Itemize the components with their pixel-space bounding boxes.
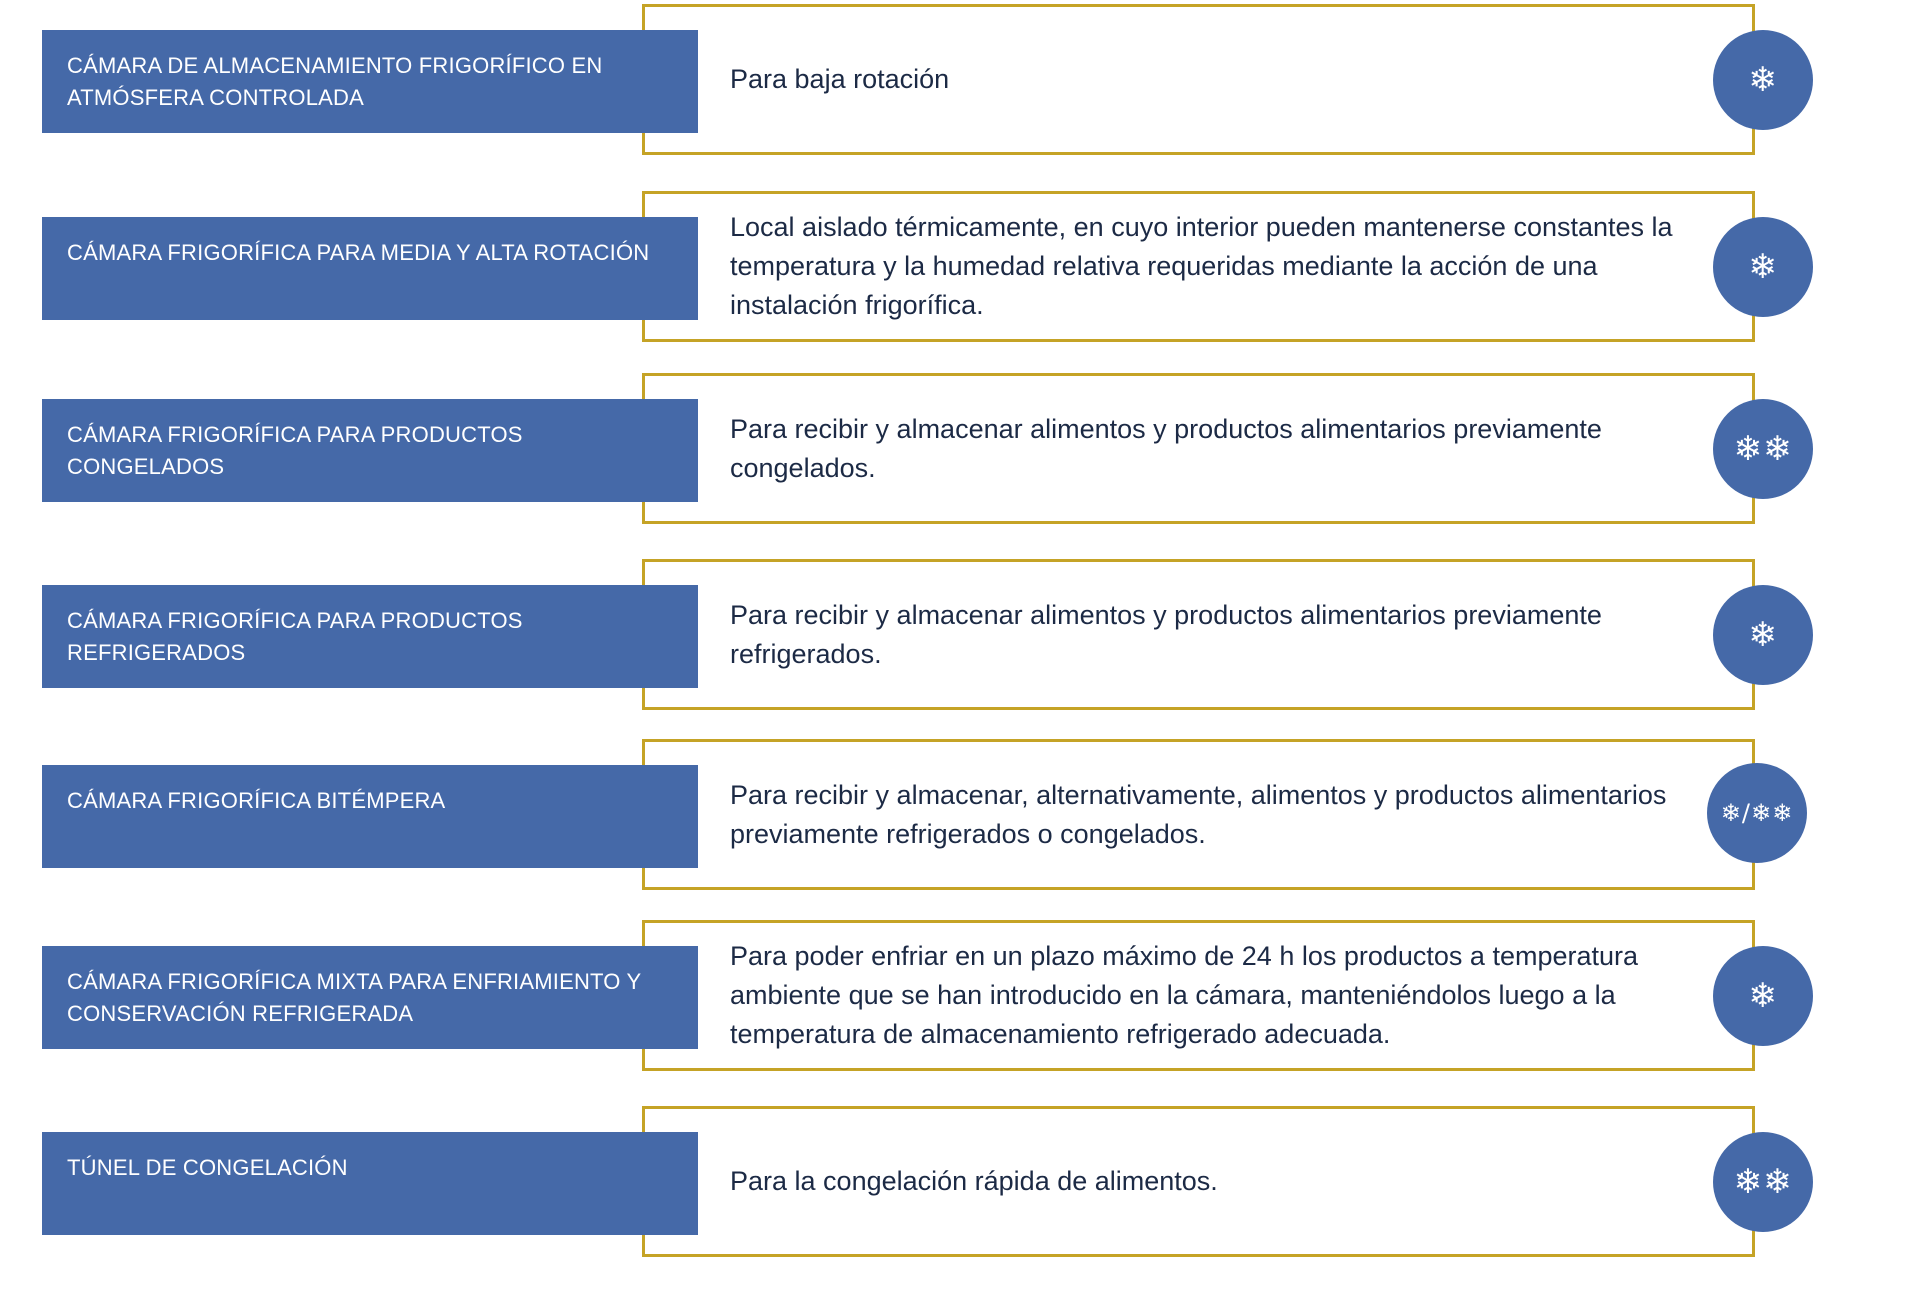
row-atmosfera-controlada <box>0 4 1920 159</box>
row-productos-refrigerados <box>0 559 1920 714</box>
row-description: Para la congelación rápida de alimentos. <box>730 1166 1218 1196</box>
double-snowflake-icon: ❄❄ <box>1713 399 1813 499</box>
row-mixta-enfriamiento <box>0 920 1920 1075</box>
row-description: Para recibir y almacenar alimentos y productos alimentarios previamente congelados. <box>730 413 1602 483</box>
double-snowflake-icon: ❄❄ <box>1713 1132 1813 1232</box>
row-description: Local aislado térmicamente, en cuyo interior pueden mantenerse constantes la temperatura y la humedad relativa requeridas mediante la acción de una instalación frigorífica. <box>730 212 1673 320</box>
row-title: CÁMARA FRIGORÍFICA MIXTA PARA ENFRIAMIENTO Y CONSERVACIÓN REFRIGERADA <box>42 946 698 1049</box>
row-title: CÁMARA DE ALMACENAMIENTO FRIGORÍFICO EN ATMÓSFERA CONTROLADA <box>42 30 698 133</box>
row-title: CÁMARA FRIGORÍFICA PARA MEDIA Y ALTA ROTACIÓN <box>42 217 698 320</box>
row-bitempera <box>0 739 1920 894</box>
row-tunel-congelacion <box>0 1106 1920 1261</box>
snowflake-double-snowflake-icon: ❄/❄❄ <box>1707 763 1807 863</box>
row-description: Para recibir y almacenar alimentos y productos alimentarios previamente refrigerados. <box>730 599 1602 669</box>
row-description: Para baja rotación <box>730 64 950 94</box>
snowflake-icon: ❄ <box>1713 585 1813 685</box>
row-title: CÁMARA FRIGORÍFICA BITÉMPERA <box>42 765 698 868</box>
row-description: Para recibir y almacenar, alternativamente, alimentos y productos alimentarios previamente refrigerados o congelados. <box>730 779 1667 849</box>
snowflake-icon: ❄ <box>1713 217 1813 317</box>
row-title: CÁMARA FRIGORÍFICA PARA PRODUCTOS REFRIGERADOS <box>42 585 698 688</box>
row-title: TÚNEL DE CONGELACIÓN <box>42 1132 698 1235</box>
row-media-alta-rotacion <box>0 191 1920 346</box>
snowflake-icon: ❄ <box>1713 30 1813 130</box>
row-productos-congelados <box>0 373 1920 528</box>
row-description: Para poder enfriar en un plazo máximo de 24 h los productos a temperatura ambiente que se han introducido en la cámara, manteniéndolos luego a la temperatura de almacenamiento refrigerado adecuada. <box>730 941 1639 1049</box>
row-title: CÁMARA FRIGORÍFICA PARA PRODUCTOS CONGELADOS <box>42 399 698 502</box>
snowflake-icon: ❄ <box>1713 946 1813 1046</box>
